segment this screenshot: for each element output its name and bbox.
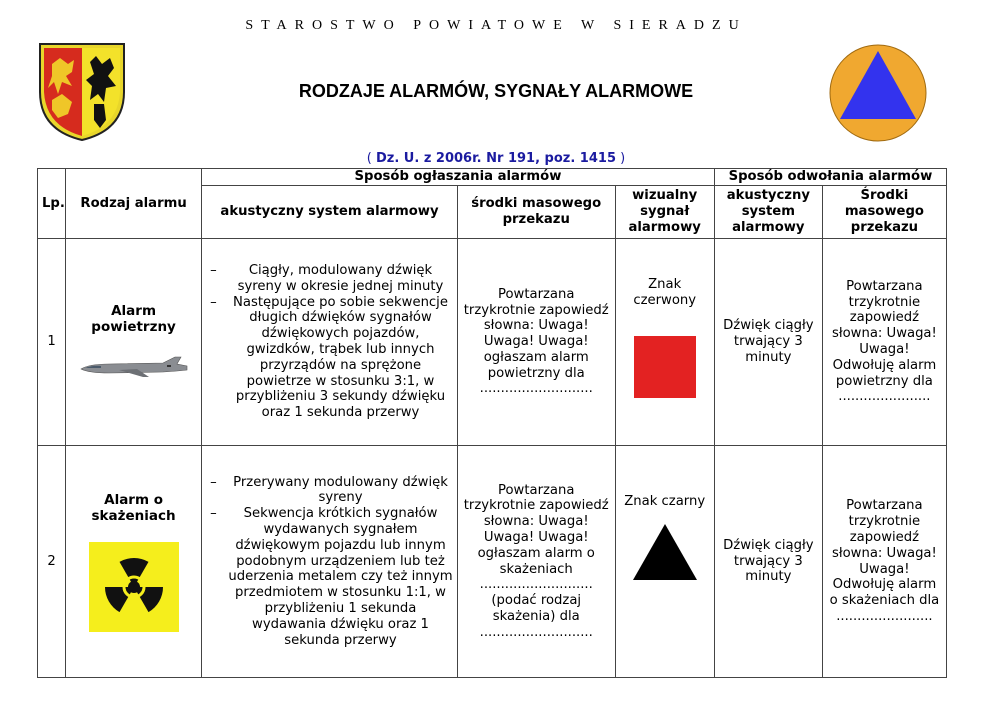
header-cancel-group: Sposób odwołania alarmów (714, 169, 946, 186)
row-number: 1 (38, 239, 66, 446)
acoustic-cancel-cell: Dźwięk ciągły trwający 3 minuty (714, 446, 822, 678)
acoustic-item: – Sekwencja krótkich sygnałów wydawanych sygnałem dźwiękowym pojazdu lub innym podobnym urządzeniem lub też uderzenia metalem czy też innym przedmiotem w stosunku 1:1, w przybliżeniu 1 sekunda wydawania dźwięku oraz 1 sekunda przerwy (206, 506, 453, 648)
visual-signal-label: Znak czarny (624, 494, 706, 509)
airplane-icon (79, 355, 189, 381)
civil-defense-emblem-icon (828, 43, 928, 143)
table-row (38, 446, 947, 678)
office-header: STAROSTWO POWIATOWE W SIERADZU (245, 18, 747, 33)
red-square-icon (634, 336, 696, 398)
header-acoustic: akustyczny system alarmowy (202, 186, 458, 239)
header-acoustic-cancel: akustyczny system alarmowy (714, 186, 822, 239)
header-row-1 (38, 169, 947, 186)
header-media-cancel: Środki masowego przekazu (822, 186, 946, 239)
header-media: środki masowego przekazu (457, 186, 615, 239)
header-type: Rodzaj alarmu (66, 169, 202, 239)
acoustic-item: – Przerywany modulowany dźwięk syreny (206, 475, 453, 507)
visual-cell (615, 239, 714, 446)
alarm-type-name: Alarm powietrzny (91, 303, 176, 335)
alarm-type-cell (66, 446, 202, 678)
header-lp: Lp. (38, 169, 66, 239)
header-visual: wizualny sygnał alarmowy (615, 186, 714, 239)
alarm-type-name: Alarm o skażeniach (91, 491, 176, 524)
page-title: RODZAJE ALARMÓW, SYGNAŁY ALARMOWE (298, 81, 694, 101)
acoustic-cell (202, 446, 458, 678)
radiation-icon (89, 542, 179, 632)
acoustic-item: – Ciągły, modulowany dźwięk syreny w okresie jednej minuty (206, 263, 453, 295)
header-announce-group: Sposób ogłaszania alarmów (202, 169, 715, 186)
visual-cell (615, 446, 714, 678)
media-cancel-cell: Powtarzana trzykrotnie zapowiedź słowna: Uwaga! Uwaga! Odwołuję alarm powietrzny dla ...................... (822, 239, 946, 446)
media-cell: Powtarzana trzykrotnie zapowiedź słowna: Uwaga! Uwaga! Uwaga! ogłaszam alarm powietrzny dla ........................... (457, 239, 615, 446)
acoustic-item: – Następujące po sobie sekwencje długich dźwięków sygnałów dźwiękowych pojazdów, gwizdków, trąbek lub innych przyrządów na sprężone powietrze w stosunku 3:1, w przybliżeniu 3 sekundy dźwięku oraz 1 sekunda przerwy (206, 295, 453, 421)
alarm-type-cell (66, 239, 202, 446)
acoustic-cell (202, 239, 458, 446)
acoustic-list (206, 475, 453, 649)
row-number: 2 (38, 446, 66, 678)
acoustic-cancel-cell: Dźwięk ciągły trwający 3 minuty (714, 239, 822, 446)
legal-reference-close: ) (616, 151, 626, 166)
legal-reference (0, 151, 992, 166)
legal-reference-open: ( (366, 151, 376, 166)
acoustic-list (206, 263, 453, 421)
legal-reference-text: Dz. U. z 2006r. Nr 191, poz. 1415 (375, 151, 616, 166)
black-triangle-icon (631, 522, 699, 582)
media-cancel-cell: Powtarzana trzykrotnie zapowiedź słowna: Uwaga! Uwaga! Odwołuję alarm o skażeniach dla ....................... (822, 446, 946, 678)
visual-signal-label: Znak czerwony (633, 277, 697, 308)
table-row (38, 239, 947, 446)
media-cell: Powtarzana trzykrotnie zapowiedź słowna: Uwaga! Uwaga! Uwaga! ogłaszam alarm o skażeniach ........................... (podać rodzaj skażenia) dla ........................... (457, 446, 615, 678)
alarms-table (37, 168, 947, 678)
